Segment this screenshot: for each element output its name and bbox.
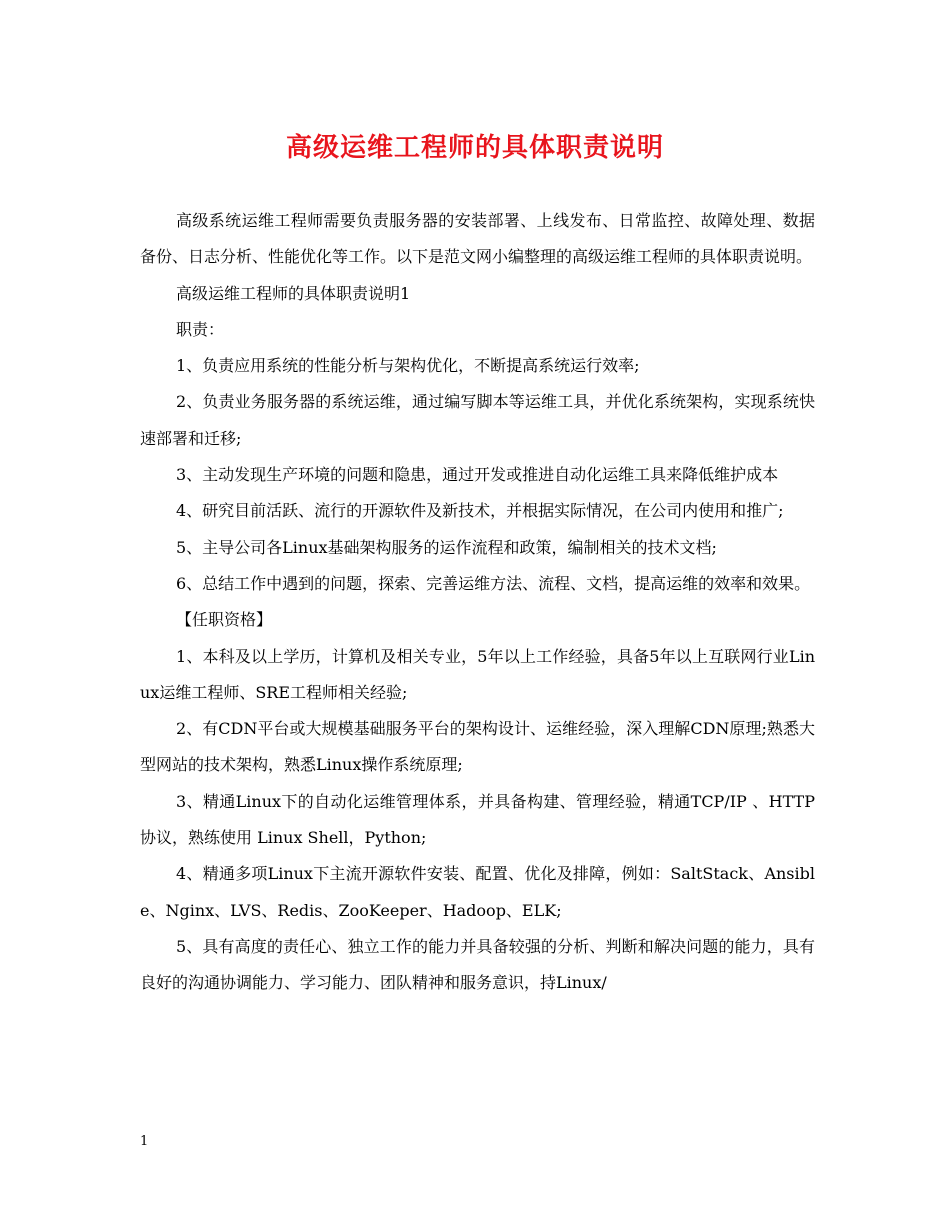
paragraph-duties-label: 职责： (176, 319, 225, 339)
paragraph-duty-5: 5、主导公司各Linux基础架构服务的运作流程和政策，编制相关的技术文档; (176, 537, 717, 557)
paragraph-section-heading: 高级运维工程师的具体职责说明1 (176, 283, 411, 303)
paragraph-duty-2: 2、负责业务服务器的系统运维，通过编写脚本等运维工具，并优化系统架构，实现系统快速部署和迁移; (140, 392, 815, 448)
paragraph-duty-3: 3、主动发现生产环境的问题和隐患，通过开发或推进自动化运维工具来降低维护成本 (176, 465, 779, 485)
paragraph-qualifications-label: 【任职资格】 (176, 610, 273, 630)
paragraph-duty-1: 1、负责应用系统的性能分析与架构优化，不断提高系统运行效率; (176, 356, 640, 376)
document-title: 高级运维工程师的具体职责说明 (285, 133, 664, 163)
page-number: 1 (140, 1134, 149, 1149)
paragraph-duty-4: 4、研究目前活跃、流行的开源软件及新技术，并根据实际情况，在公司内使用和推广; (176, 501, 784, 521)
paragraph-duty-6: 6、总结工作中遇到的问题，探索、完善运维方法、流程、文档，提高运维的效率和效果。 (176, 573, 811, 593)
paragraph-qualification-5: 5、具有高度的责任心、独立工作的能力并具备较强的分析、判断和解决问题的能力，具有良好的沟通协调能力、学习能力、团队精神和服务意识，持Linux/ (140, 936, 815, 993)
paragraph-qualification-2: 2、有CDN平台或大规模基础服务平台的架构设计、运维经验，深入理解CDN原理;熟悉大型网站的技术架构，熟悉Linux操作系统原理; (140, 719, 815, 775)
paragraph-intro: 高级系统运维工程师需要负责服务器的安装部署、上线发布、日常监控、故障处理、数据备份、日志分析、性能优化等工作。以下是范文网小编整理的高级运维工程师的具体职责说明。 (140, 211, 815, 267)
paragraph-qualification-3: 3、精通Linux下的自动化运维管理体系，并具备构建、管理经验，精通TCP/IP 、HTTP 协议，熟练使用 Linux Shell，Python; (140, 791, 815, 848)
document-body (140, 203, 815, 1002)
paragraph-qualification-4: 4、精通多项Linux下主流开源软件安装、配置、优化及排障，例如：SaltStack、Ansible、Nginx、LVS、Redis、ZooKeeper、Hadoop、ELK; (140, 864, 815, 920)
paragraph-qualification-1: 1、本科及以上学历，计算机及相关专业，5年以上工作经验，具备5年以上互联网行业Linux运维工程师、SRE工程师相关经验; (140, 646, 815, 702)
